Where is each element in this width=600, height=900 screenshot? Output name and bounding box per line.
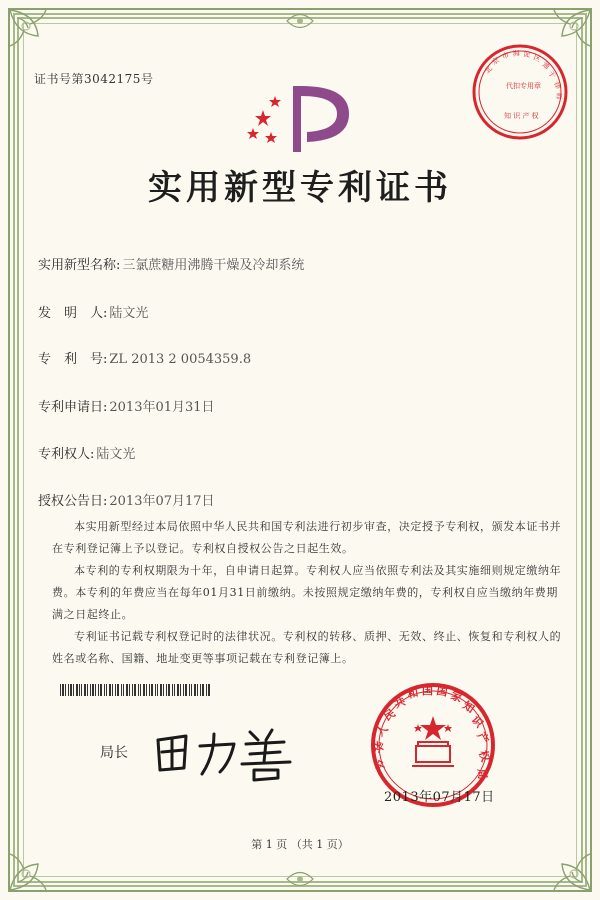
utility-model-name-value: 三氯蔗糖用沸腾干燥及冷却系统 <box>122 258 305 273</box>
inventor-label: 发 明 人: <box>38 306 108 321</box>
patentee-value: 陆文光 <box>96 447 136 462</box>
svg-text:师: 师 <box>554 92 563 101</box>
svg-text:国: 国 <box>422 684 433 697</box>
svg-text:共: 共 <box>392 694 408 711</box>
svg-text:华: 华 <box>371 739 388 756</box>
svg-text:区: 区 <box>532 53 542 64</box>
stamp-date: 2013年07月17日 <box>384 790 495 805</box>
svg-text:产: 产 <box>474 730 492 747</box>
svg-text:识: 识 <box>468 713 486 731</box>
patentee-label: 专利权人: <box>38 447 95 462</box>
barcode <box>60 684 210 696</box>
director-signature <box>150 722 310 782</box>
certificate-body <box>52 516 562 670</box>
agency-seal <box>470 42 570 142</box>
top-ornament-icon <box>285 6 315 36</box>
inventor-value: 陆文光 <box>109 306 149 321</box>
svg-text:中: 中 <box>372 758 389 774</box>
patent-number-value: ZL 2013 2 0054359.8 <box>109 352 252 367</box>
svg-text:律: 律 <box>552 80 563 91</box>
patentee-row <box>38 443 135 462</box>
svg-text:人: 人 <box>373 722 391 740</box>
svg-text:国: 国 <box>435 684 449 699</box>
utility-model-name-row <box>38 254 304 273</box>
svg-text:通: 通 <box>540 60 552 71</box>
svg-text:于: 于 <box>546 69 558 80</box>
svg-text:知 识 产 权: 知 识 产 权 <box>504 112 539 120</box>
svg-text:市: 市 <box>500 50 511 61</box>
svg-text:局: 局 <box>475 767 490 781</box>
body-paragraph: 本实用新型经过本局依照中华人民共和国专利法进行初步审查，决定授予专利权，颁发本证书并在专利登记簿上予以登记。专利权自授权公告之日起生效。 <box>52 520 562 555</box>
svg-text:代扣专用章: 代扣专用章 <box>506 82 541 90</box>
svg-text:知: 知 <box>460 698 477 716</box>
filing-date-row <box>38 396 215 415</box>
grant-date-label: 授权公告日: <box>38 494 108 509</box>
svg-text:淀: 淀 <box>522 50 531 59</box>
patent-office-logo-icon <box>245 80 365 160</box>
certificate-number: 证书号第3042175号 <box>34 72 154 86</box>
svg-text:和: 和 <box>406 686 420 701</box>
director-label: 局长 <box>100 745 128 761</box>
grant-date-value: 2013年07月17日 <box>109 494 215 509</box>
corner-ornament-icon <box>6 6 66 66</box>
certificate-title: 实用新型专利证书 <box>148 168 452 208</box>
svg-text:家: 家 <box>448 688 464 705</box>
svg-text:民: 民 <box>381 706 398 724</box>
svg-text:北: 北 <box>483 64 495 76</box>
grant-date-row <box>38 490 215 509</box>
patent-number-label: 专 利 号: <box>38 352 108 367</box>
filing-date-value: 2013年01月31日 <box>109 400 215 415</box>
svg-text:权: 权 <box>476 748 492 764</box>
utility-model-name-label: 实用新型名称: <box>38 258 121 273</box>
filing-date-label: 专利申请日: <box>38 400 108 415</box>
svg-text:京: 京 <box>490 56 501 67</box>
bottom-ornament-icon <box>285 864 315 894</box>
page-footer: 第 1 页 （共 1 页） <box>251 838 349 851</box>
inventor-row <box>38 302 148 321</box>
svg-text:海: 海 <box>512 49 521 58</box>
body-paragraph: 本专利的专利权期限为十年，自申请日起算。专利权人应当依照专利法及其实施细则规定缴纳年费。本专利的年费应当在每年01月31日前缴纳。未按照规定缴纳年费的，专利权自应当缴纳年费期满之日起终止。 <box>52 564 562 621</box>
patent-number-row <box>38 348 251 367</box>
body-paragraph: 专利证书记载专利权登记时的法律状况。专利权的转移、质押、无效、终止、恢复和专利权人的姓名或名称、国籍、地址变更等事项记载在专利登记簿上。 <box>52 630 562 665</box>
